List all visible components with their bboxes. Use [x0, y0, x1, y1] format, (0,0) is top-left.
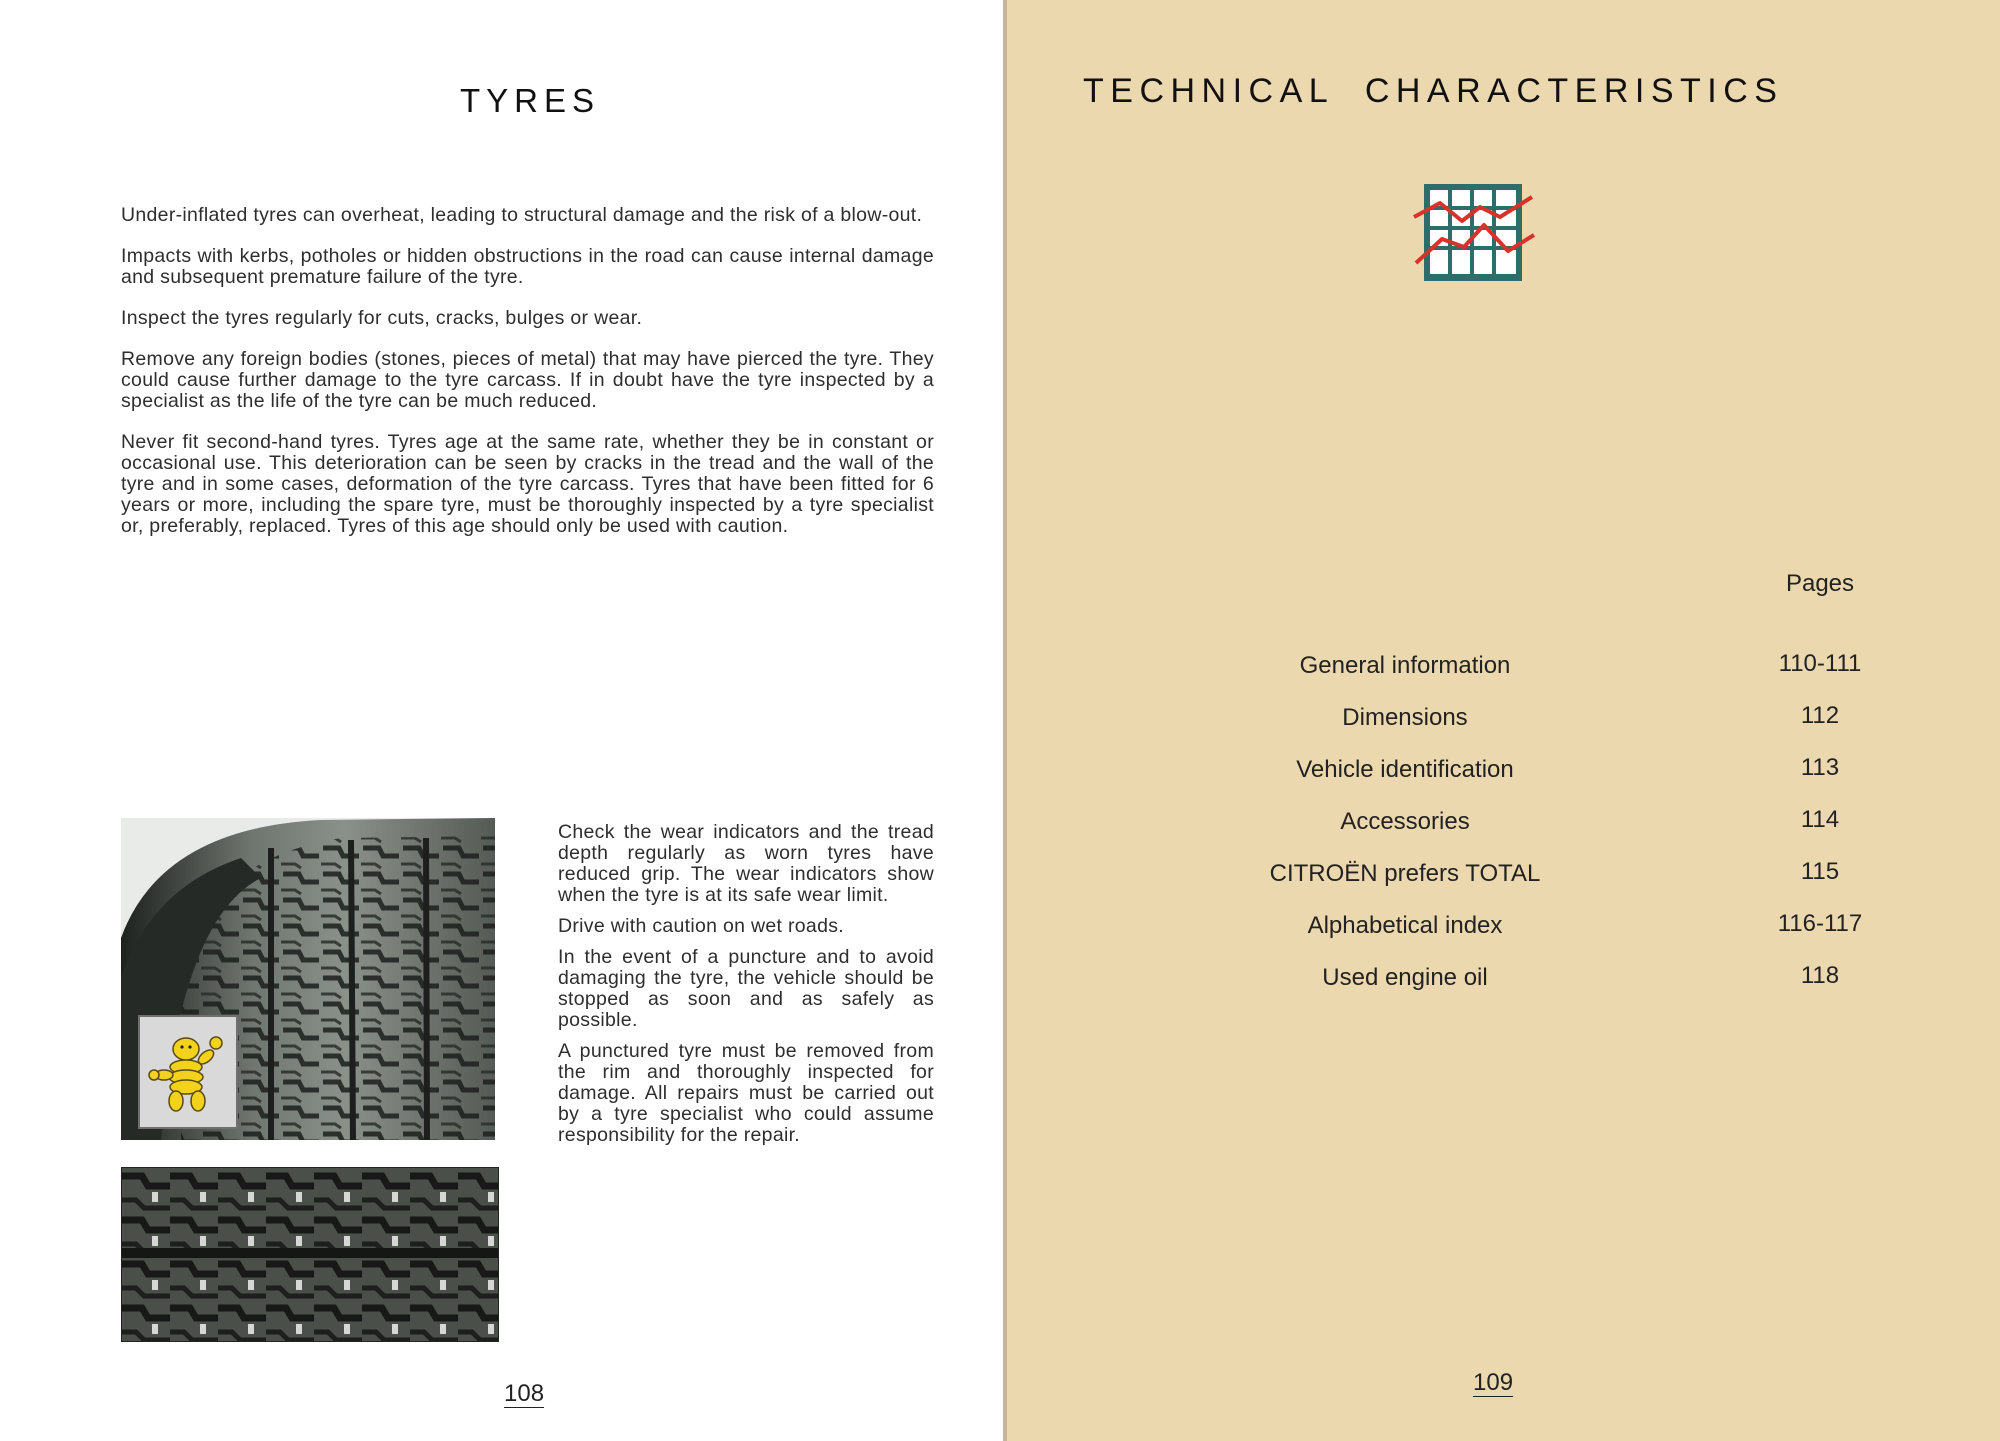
- toc-page-number: 116-117: [1777, 910, 1863, 937]
- toc-page-number: 112: [1800, 702, 1840, 729]
- toc-page-number: 118: [1800, 962, 1840, 989]
- toc-entry[interactable]: [0, 860, 2000, 900]
- toc-entry[interactable]: [0, 912, 2000, 952]
- toc-label: Accessories: [1340, 808, 1470, 835]
- toc-label: Alphabetical index: [1307, 912, 1503, 939]
- pages-column-header: Pages: [1785, 570, 1855, 597]
- toc-label: CITROËN prefers TOTAL: [1269, 860, 1541, 887]
- paragraph: Impacts with kerbs, potholes or hidden obstructions in the road can cause internal damage and subsequent premature failure of the tyre.: [121, 245, 934, 288]
- toc-page-number: 114: [1800, 806, 1840, 833]
- page-title-tyres: TYRES: [459, 82, 601, 119]
- paragraph: Drive with caution on wet roads.: [558, 915, 844, 937]
- paragraph: A punctured tyre must be removed from the rim and thoroughly inspected for damage. All repairs must be carried out by a tyre specialist who could assume responsibility for the repair.: [558, 1040, 934, 1146]
- toc-label: Dimensions: [1342, 704, 1468, 731]
- toc-entry[interactable]: [0, 704, 2000, 744]
- main-text: [121, 205, 934, 557]
- toc-label: Vehicle identification: [1296, 756, 1514, 783]
- tread-photo: [121, 1167, 499, 1342]
- toc-entry[interactable]: [0, 808, 2000, 848]
- toc-entry[interactable]: [0, 964, 2000, 1004]
- michelin-man-icon: [138, 1015, 238, 1129]
- page-title-technical-characteristics: TECHNICAL CHARACTERISTICS: [1083, 72, 1784, 110]
- paragraph: Check the wear indicators and the tread depth regularly as worn tyres have reduced grip. The wear indicators show when the tyre is at its safe wear limit.: [558, 821, 934, 906]
- paragraph: In the event of a puncture and to avoid damaging the tyre, the vehicle should be stopped as soon and as safely as possible.: [558, 946, 934, 1031]
- toc-page-number: 113: [1800, 754, 1840, 781]
- paragraph: Never fit second-hand tyres. Tyres age at the same rate, whether they be in constant or occasional use. This deterioration can be seen by cracks in the tread and the wall of the tyre and in some cases, deformation of the tyre carcass. Tyres that have been fitted for 6 years or more, including the spare tyre, must be thoroughly inspected by a tyre specialist or, preferably, replaced. Tyres of this age should only be used with caution.: [121, 431, 934, 537]
- chart-grid-icon: [1412, 181, 1536, 290]
- toc-label: Used engine oil: [1322, 964, 1488, 991]
- page-number-right: 109: [1473, 1369, 1514, 1396]
- toc-page-number: 115: [1800, 858, 1840, 885]
- toc-page-number: 110-111: [1778, 650, 1862, 677]
- toc-label: General information: [1299, 652, 1511, 679]
- paragraph: Under-inflated tyres can overheat, leading to structural damage and the risk of a blow-out.: [121, 204, 923, 226]
- page-number-left: 108: [504, 1380, 545, 1407]
- toc-entry[interactable]: [0, 756, 2000, 796]
- paragraph: Inspect the tyres regularly for cuts, cracks, bulges or wear.: [121, 307, 643, 329]
- paragraph: Remove any foreign bodies (stones, pieces of metal) that may have pierced the tyre. They could cause further damage to the tyre carcass. If in doubt have the tyre inspected by a specialist as the life of the tyre can be much reduced.: [121, 348, 934, 412]
- toc-entry[interactable]: [0, 652, 2000, 692]
